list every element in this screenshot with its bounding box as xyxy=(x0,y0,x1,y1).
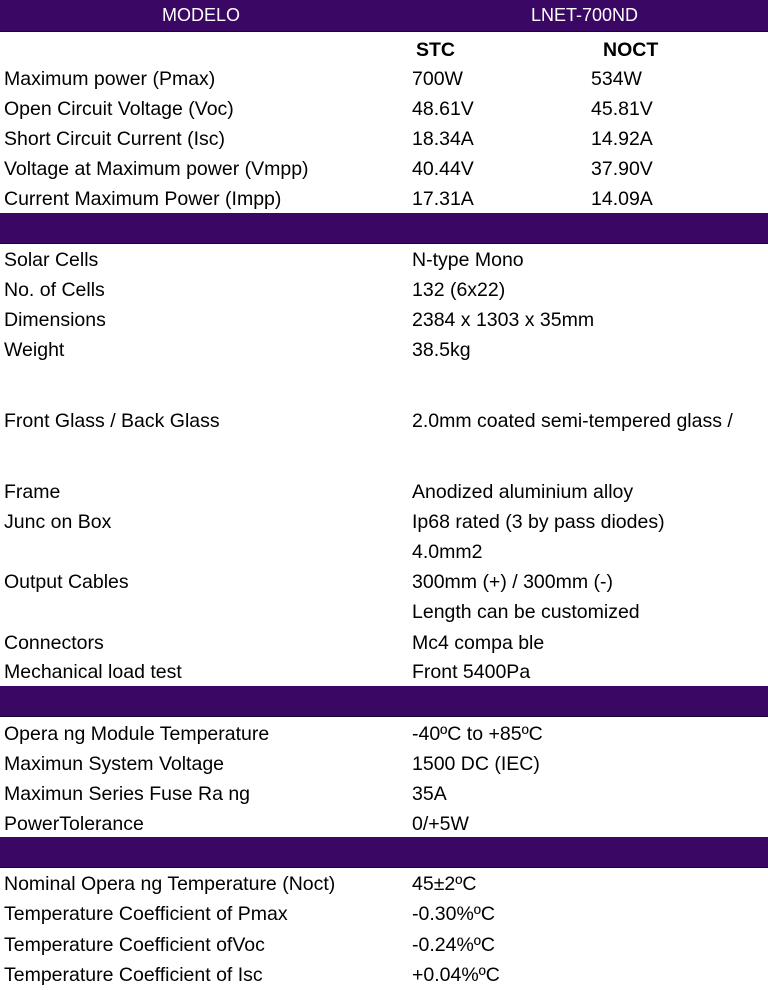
row-value: Anodized aluminium alloy xyxy=(412,481,634,503)
row-label: Maximun System Voltage xyxy=(4,753,225,775)
header-band xyxy=(0,0,768,32)
row-value: 35A xyxy=(412,783,447,805)
table-row xyxy=(0,64,768,94)
row-label: Connectors xyxy=(4,632,104,654)
header-model-label: MODELO xyxy=(162,5,241,25)
table-row xyxy=(0,305,768,335)
row-label: Maximum power (Pmax) xyxy=(4,68,216,90)
row-label: Output Cables xyxy=(4,571,129,593)
column-stc: STC xyxy=(416,39,455,61)
row-value: 0/+5W xyxy=(412,813,469,835)
row-label: Front Glass / Back Glass xyxy=(4,410,220,432)
row-label: Dimensions xyxy=(4,309,106,331)
table-row xyxy=(0,507,768,537)
section-divider-band xyxy=(0,686,768,717)
row-value: 38.5kg xyxy=(412,339,471,361)
row-value: 45±2ºC xyxy=(412,873,477,895)
row-value: -0.24%ºC xyxy=(412,934,495,956)
row-stc-value: 17.31A xyxy=(412,188,474,210)
row-label: Frame xyxy=(4,481,61,503)
row-label: Voltage at Maximum power (Vmpp) xyxy=(4,158,309,180)
row-value: 1500 DC (IEC) xyxy=(412,753,540,775)
header-model-value: LNET-700ND xyxy=(531,5,639,25)
row-label: Maximun Series Fuse Ra ng xyxy=(4,783,251,805)
section-divider-band xyxy=(0,837,768,868)
table-row xyxy=(0,94,768,124)
row-value: Front 5400Pa xyxy=(412,661,531,683)
row-stc-value: 18.34A xyxy=(412,128,474,150)
table-row xyxy=(0,749,768,779)
row-label: Current Maximum Power (Impp) xyxy=(4,188,282,210)
row-noct-value: 37.90V xyxy=(591,158,653,180)
table-row xyxy=(0,567,768,597)
row-value: N-type Mono xyxy=(412,249,524,271)
row-stc-value: 700W xyxy=(412,68,463,90)
row-value: -0.30%ºC xyxy=(412,903,495,925)
row-value: Mc4 compa ble xyxy=(412,632,545,654)
row-label: Mechanical load test xyxy=(4,661,182,683)
table-row xyxy=(0,154,768,184)
row-stc-value: 48.61V xyxy=(412,98,474,120)
row-label: Temperature Coefficient of Pmax xyxy=(4,903,288,925)
table-row xyxy=(0,960,768,990)
table-row xyxy=(0,628,768,658)
row-value: 4.0mm2 xyxy=(412,541,483,563)
table-row xyxy=(0,124,768,154)
row-noct-value: 45.81V xyxy=(591,98,653,120)
table-row xyxy=(0,275,768,305)
row-value: 2.0mm coated semi-tempered glass / xyxy=(412,410,733,432)
table-row xyxy=(0,245,768,275)
table-row xyxy=(0,719,768,749)
table-row xyxy=(0,477,768,507)
row-label: Open Circuit Voltage (Voc) xyxy=(4,98,234,120)
column-header-row xyxy=(0,35,768,65)
table-row xyxy=(0,657,768,687)
table-row xyxy=(0,335,768,365)
table-row xyxy=(0,809,768,839)
table-row xyxy=(0,930,768,960)
row-value: 2384 x 1303 x 35mm xyxy=(412,309,595,331)
row-noct-value: 14.09A xyxy=(591,188,653,210)
row-value: +0.04%ºC xyxy=(412,964,500,986)
row-noct-value: 14.92A xyxy=(591,128,653,150)
row-value: -40ºC to +85ºC xyxy=(412,723,543,745)
table-row xyxy=(0,597,768,627)
table-row xyxy=(0,184,768,214)
table-row xyxy=(0,899,768,929)
row-stc-value: 40.44V xyxy=(412,158,474,180)
row-label: Weight xyxy=(4,339,65,361)
row-noct-value: 534W xyxy=(591,68,642,90)
row-value: Length can be customized xyxy=(412,601,640,623)
row-label: Short Circuit Current (Isc) xyxy=(4,128,226,150)
table-row xyxy=(0,779,768,809)
column-noct: NOCT xyxy=(603,39,659,61)
row-label: Junc on Box xyxy=(4,511,112,533)
table-row xyxy=(0,537,768,567)
table-row xyxy=(0,869,768,899)
row-value: 132 (6x22) xyxy=(412,279,506,301)
row-label: PowerTolerance xyxy=(4,813,144,835)
row-value: Ip68 rated (3 by pass diodes) xyxy=(412,511,665,533)
row-label: Temperature Coefficient ofVoc xyxy=(4,934,265,956)
table-row xyxy=(0,406,768,436)
row-value: 300mm (+) / 300mm (-) xyxy=(412,571,613,593)
row-label: No. of Cells xyxy=(4,279,105,301)
row-label: Nominal Opera ng Temperature (Noct) xyxy=(4,873,336,895)
row-label: Temperature Coefficient of Isc xyxy=(4,964,263,986)
row-label: Solar Cells xyxy=(4,249,99,271)
row-label: Opera ng Module Temperature xyxy=(4,723,270,745)
section-divider-band xyxy=(0,213,768,244)
